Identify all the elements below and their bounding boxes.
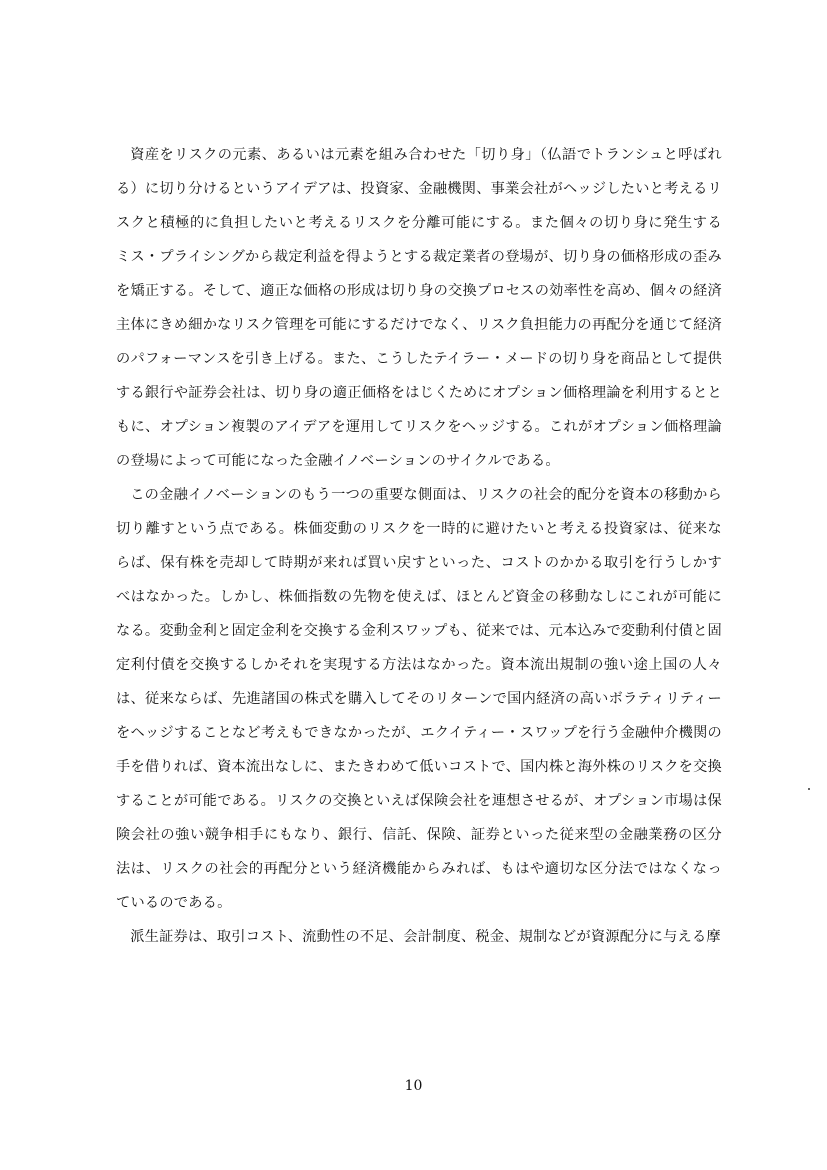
paragraph: 派生証券は、取引コスト、流動性の不足、会計制度、税金、規制などが資源配分に与える摩 (130, 929, 721, 945)
body-text (116, 138, 722, 954)
paragraph: この金融イノベーションのもう一つの重要な側面は、リスクの社会的配分を資本の移動から切り離すという点である。株価変動のリスクを一時的に避けたいと考える投資家は、従来ならば、保有株を売却して時期が来れば買い戻すといった、コストのかかる取引を行うしかすべはなかった。しかし、株価指数の先物を使えば、ほとんど資金の移動なしにこれが可能になる。変動金利と固定金利を交換する金利スワップも、従来では、元本込みで変動利付債と固定利付債を交換するしかそれを実現する方法はなかった。資本流出規制の強い途上国の人々は、従来ならば、先進諸国の株式を購入してそのリターンで国内経済の高いボラティリティーをヘッジすることなど考えもできなかったが、エクイティー・スワップを行う金融仲介機関の手を借りれば、資本流出なしに、またきわめて低いコストで、国内株と海外株のリスクを交換することが可能である。リスクの交換といえば保険会社を連想させるが、オプション市場は保険会社の強い競争相手にもなり、銀行、信託、保険、証券といった従来型の金融業務の区分法は、リスクの社会的再配分という経済機能からみれば、もはや適切な区分法ではなくなっているのである。 (116, 487, 722, 911)
page-number: 10 (404, 1078, 423, 1094)
scan-speck (808, 788, 810, 790)
paragraph: 資産をリスクの元素、あるいは元素を組み合わせた「切り身」（仏語でトランシュと呼ばれる）に切り分けるというアイデアは、投資家、金融機関、事業会社がヘッジしたいと考えるリスクと積極的に負担したいと考えるリスクを分離可能にする。また個々の切り身に発生するミス・プライシングから裁定利益を得ようとする裁定業者の登場が、切り身の価格形成の歪みを矯正する。そして、適正な価格の形成は切り身の交換プロセスの効率性を高め、個々の経済主体にきめ細かなリスク管理を可能にするだけでなく、リスク負担能力の再配分を通じて経済のパフォーマンスを引き上げる。また、こうしたテイラー・メードの切り身を商品として提供する銀行や証券会社は、切り身の適正価格をはじくためにオプション価格理論を利用するとともに、オプション複製のアイデアを運用してリスクをヘッジする。これがオプション価格理論の登場によって可能になった金融イノベーションのサイクルである。 (116, 147, 722, 469)
